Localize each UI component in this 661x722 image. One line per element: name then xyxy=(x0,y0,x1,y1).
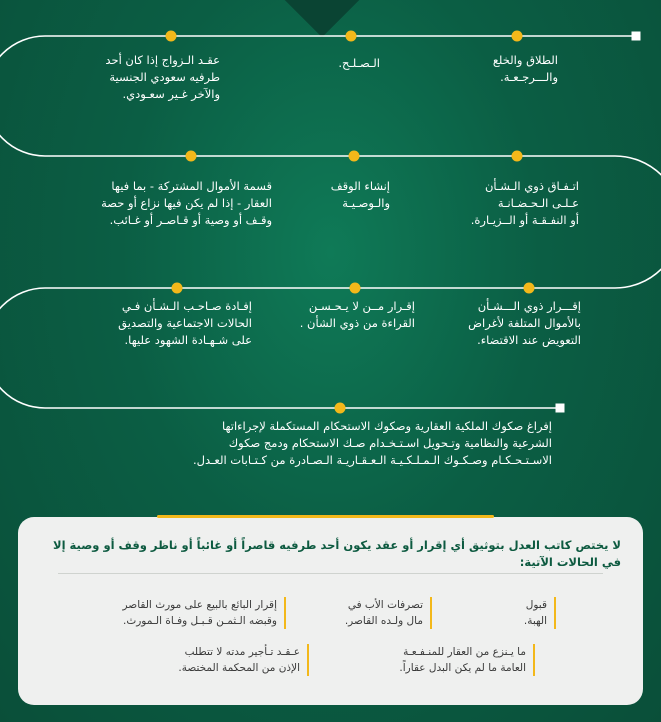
card-accent-bar xyxy=(157,515,494,518)
timeline-item-acknowledgment: إقـــرار ذوي الـــشـأن بالأموال المتلفة لأغراض التعويض عند الاقتضاء. xyxy=(468,299,581,347)
card-item-gift: قبول الهبة. xyxy=(524,597,556,629)
timeline-item-reconciliation: الـصـلـح. xyxy=(338,56,380,70)
timeline-dot xyxy=(512,151,523,162)
timeline-end-marker xyxy=(556,404,565,413)
timeline-dot xyxy=(172,283,183,294)
timeline-item-endowment: إنشاء الوقف والـوصـيـة xyxy=(330,179,390,210)
timeline-dot xyxy=(524,283,535,294)
timeline-dot xyxy=(186,151,197,162)
card-item-father: تصرفات الأب في مال ولـده القاصر. xyxy=(345,597,432,629)
timeline-item-custody: اتـفـاق ذوي الـشـأن عـلـى الـحـضـانـة أو النفـقـة أو الــزيـارة. xyxy=(470,179,579,227)
timeline-start-marker xyxy=(632,32,641,41)
card-item-seller: إقرار البائع بالبيع على مورث القاصر وقبضه الـثمـن قـبـل وفـاة الـمورث. xyxy=(123,597,286,629)
timeline-dot xyxy=(512,31,523,42)
card-title: لا يختص كاتب العدل بتوثيق أي إقرار أو عقد يكون أحد طرفيه قاصراً أو غائباً أو ناظر وقف أو وصية إلا في الحالات الآتية: xyxy=(53,538,621,569)
timeline-dot xyxy=(346,31,357,42)
timeline-item-divorce: الطلاق والخلع والـــرجـعـة. xyxy=(492,53,558,84)
timeline-item-illiterate: إقـرار مــن لا يـحـسـن القراءة من ذوي الشأن . xyxy=(299,299,415,330)
timeline-item-division: قسمة الأموال المشتركة - بما فيها العقار - إذا لم يكن فيها نزاع أو حصة وقـف أو وصية أو قـاصـر أو غـائب. xyxy=(101,179,272,227)
timeline-item-marriage: عقـد الـزواج إذا كان أحد طرفيه سعودي الجنسية والآخر غـير سعـودي. xyxy=(105,53,220,101)
timeline-item-social: إفـادة صـاحـب الـشـأن فـي الحالات الاجتماعية والتصديق على شـهـادة الشهود عليها. xyxy=(118,299,252,347)
timeline-dot xyxy=(335,403,346,414)
timeline-item-deeds: إفراغ صكوك الملكية العقارية وصكوك الاستحكام المستكملة لإجراءاتها الشرعية والنظامية وتـحويل اسـتـخـدام صـك الاستحكام ودمج صكوك الاسـتـحـكـام وصـكـوك الـمـلـكـيـة الـعـقـاريـة الـصـادرة من كـتـابات العـدل. xyxy=(192,419,552,467)
timeline-dot xyxy=(349,151,360,162)
timeline-dot xyxy=(350,283,361,294)
card-item-lease: عـقـد تـأجير مدته لا تتطلب الإذن من المحكمة المختصة. xyxy=(178,644,309,676)
card-item-expropriation: ما يـنزع من العقار للمنـفـعـة العامة ما لم يكن البدل عقاراً. xyxy=(399,644,535,676)
timeline-dot xyxy=(166,31,177,42)
card-divider xyxy=(58,573,603,574)
exceptions-card xyxy=(18,517,643,705)
